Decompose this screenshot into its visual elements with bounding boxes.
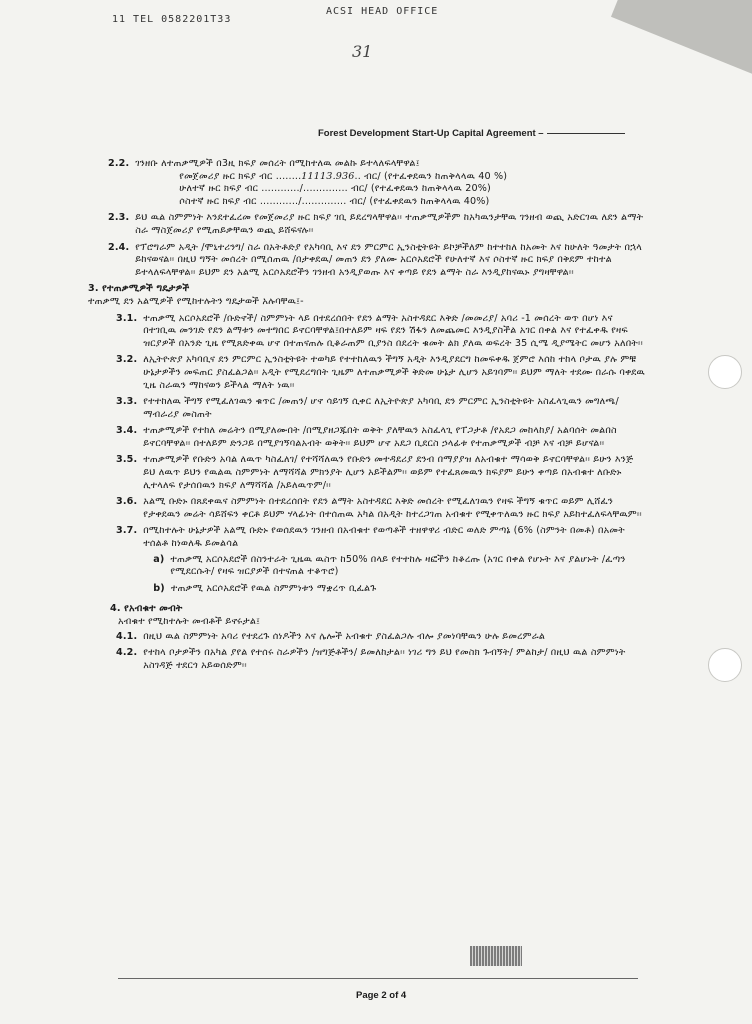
footer-stamp-mark — [470, 946, 522, 966]
clause-text: ለኢትዮጵያ አካባቢና ደን ምርምር ኢንስቲትዩት ተወካይ የተተከለዉን ችግኝ አዲት እንዲያደርግ ከመፍቀዱ ጀምሮ እሰከ ተከላ ቦታዉ ያሉ ምቹ ሁኔታዎችን መፍጠር ያስፈልጋል፡፡ አዲት የሚደረግበት ጊዜም ለተጠቃሚዎች ቅድመ ሁኔታ ሊሆን አይገባም፡፡ ይህም ማለት ተደሙ በራሱ ባቀደዉ ጊዜ ስራዉን ማከናወን ይችላል ማለት ነዉ፡፡ — [143, 354, 646, 391]
clause-3-7 — [88, 525, 648, 599]
clause-text: የፕሮግራም አዲት /ሞኒተሪንግ/ ስራ በአትቶድያ የአካባቢ እና ደን ምርምር ኢንስቲትዩት ይኮቻችለም ከተተከለ ከአመት እና ከሁለት ዓመታት በኋላ ይከናወናል፡፡ በዚህ ግኝት መሰረት በሚሰጠዉ /በታቀደዉ/ መጠን ደን ያለሙ አርሶአደሮች የሁለተኛ እና ሶስተኛ ዙር ክፍያ በቅደም ተከተል ይተላለፍላቸዋል፡፡ ይህም ደን አልሚ አርሶአደሮችን ገንዘብ አንዲያወጡ እና ቀጣይ የደን ልማት ስራ እንዲያከናዉኑ ያግዛቸዋል፡፡ — [135, 241, 643, 278]
section-4-intro: አብቁተ የሚከተሉት መብቶች ይኖሩታል፤ — [118, 616, 261, 627]
clause-text: ይህ ዉል ስምምነት እንደተፈረመ የመጀመሪያ ዙር ክፍያ ገቢ ይደረግላቸዋል፡፡ ተጠቃሚዎችም ከአካዉንታቸዉ ገንዘብ ወጪ አድርገዉ ለደን ልማት ስራ ማስጀመሪያ የሚጠይቃቸዉን ወጪ ይሸፍናሉ፡፡ — [135, 212, 644, 236]
clause-number: 2.4. — [108, 241, 130, 253]
punch-hole-bottom — [708, 648, 742, 682]
section-3-heading: 3. የተጠቃሚዎች ግዴታዎች — [88, 283, 190, 295]
clause-text: ገንዘቡ ለተጠቃሚዎች በ3ዚ ክፍያ መሰረት በሚከተለዉ መልኩ ይተላለፍላቸዋል፤ — [135, 158, 420, 169]
clause-number: 3.6. — [116, 496, 138, 508]
subclause-text: ተጠቃሚ አርሶአደሮች የዉል ስምምነቱን ማቋረጥ ቢፈልጉ — [170, 582, 377, 594]
clause-text: በሚከተሉት ሁኔታዎች አልሚ ቡድኑ የወሰደዉን ገንዘብ በአብቁተ የወጣቶች ተዘዋዋሪ ብድር ወለድ ምጣኔ (6% (ስምንት በመቶ) በአመት ተሰልቶ ከነወለዱ ይመልሳል — [143, 525, 625, 550]
clause-number: 3.2. — [116, 354, 138, 366]
page-corner-shadow — [611, 0, 752, 77]
agreement-header — [318, 128, 625, 139]
clause-text: የተከላ ቦታዎችን በአካል ያየል የተሰሩ ስራዎችን /ዝግጅቶችን/ ይመለከታል፡፡ ነገሪ ግን ይህ የመስክ ጉብኝት/ ምልከታ/ በዚህ ዉል ስምምነት አስገዳጅ ተደርጎ አይወሰድም፡፡ — [143, 647, 626, 671]
clause-3-2 — [88, 354, 648, 392]
footer-rule — [118, 978, 638, 979]
clause-text: ተጠቃሚ አርሶአደሮች /ቡድኖች/ ስምምነት ላይ በተደረሰበት የደን ልማት አስተዳደር እቅድ /መመሪያ/ አባሪ -1 መሰረት ወጥ በሆነ እና በተገቢዉ መንገድ የደን ልማቱን መተግበር ይኖርባቸዋል፤በተለይም ዛፍ የደን ሽፋን ለመጨመር እንዲያስችል አገር በቀል እና የተፈቀዱ የዛፍ ዝርያዎች በአንድ ጊዜ የሚጸድቀዉ ሆኖ በተጠናጠሉ ቢቆራጠም ቢያንስ በደረት ቁመት ልክ ያለዉ ወፍረት 35 ሲሜ ዲያሜትር መሆን አለበት፡፡ — [143, 312, 643, 349]
clause-4-1 — [88, 631, 648, 644]
clause-number: 3.3. — [116, 396, 138, 408]
section-4-heading: 4. የአብቁተ መብት — [110, 603, 183, 615]
clause-3-5 — [88, 454, 648, 492]
clause-3-6 — [88, 496, 648, 521]
clause-number: 4.2. — [116, 647, 138, 659]
clause-2-3 — [88, 212, 648, 237]
clause-number: 3.1. — [116, 312, 138, 324]
clause-2-4 — [88, 242, 648, 280]
clause-3-3 — [88, 396, 648, 421]
payment-line-3: ሶስተኛ ዙር ክፍያ ብር ............/.............. ብር/ (የተፈቀደዉን ከጠቅላላዉ 40%) — [179, 195, 490, 207]
clause-text: ተጠቃሚዎች የተከለ መሬትን በሚያለሙበት /በሚያዘጋጁበት ወቅት ያለቸዉን አስፈላጊ የፐጋታቶ /የአደጋ መከላከያ/ አልባሰት መልበስ ይኖርባቸዋል፡፡ በተለይም ድንጋይ በሚያገኝባልአብት ወቅት፡፡ ይህም ሆኖ አደጋ ቢደርስ ኃላፊቱ የተጠቃሚዎች ብቻ እና ብቻ ይሆናል፡፡ — [143, 425, 617, 449]
subclause-b — [143, 583, 648, 596]
subclause-a — [143, 554, 648, 579]
fax-office: ACSI HEAD OFFICE — [326, 6, 439, 17]
clause-3-4 — [88, 425, 648, 450]
subclause-text: ተጠቃሚ አርሶአደሮች በስንተራት ጊዜዉ ዉስጥ ከ50% በላይ የተተከሉ ዛፎችን ከቆረጡ (አገር በቀል የሆኑት እና ያልሆኑት /ፈጣን የሚደርሱት/ የዛፍ ዝርያዎች በተናጠል ተቆጥሮ) — [170, 553, 626, 578]
clause-text: በዚህ ዉል ስምምነት አባሪ የተደረጉ ሰነዶችን እና ሌሎች አብቁተ ያስፈልጋሉ ብሎ ያመነባቸዉን ሁሉ ይመረምራል — [143, 630, 546, 642]
section-3-intro: ተጠቃሚ ደን አልሚዎች የሚከተሉትን ግዴታወች አሉባቸዉ፤- — [88, 295, 304, 307]
payment-line-1: የመጀመሪያ ዙር ክፍያ ብር ........11113.936.. ብር/ (የተፈቀደዉን ከጠቅላላዉ 40 %) — [179, 170, 508, 182]
handwritten-amount: 11113.936 — [301, 170, 355, 182]
subclause-letter: b) — [153, 582, 165, 594]
clause-number: 2.3. — [108, 212, 130, 224]
punch-hole-top — [708, 355, 742, 389]
handwritten-page-number: 31 — [352, 42, 373, 61]
clause-number: 3.7. — [116, 525, 138, 537]
clause-4-2 — [88, 647, 648, 672]
header-rule — [547, 133, 625, 134]
clause-3-1 — [88, 313, 648, 351]
clause-text: አልሚ ቡድኑ በጸደቀዉና ስምምነት በተደረሰበት የደን ልማት አስተዳደር እቅድ መሰረት የሚፈለገዉን የዛፍ ችግኝ ቁጥር ወይም ሊሸፈን የታቀደዉን መሬት ሳይሸፍን ቀርቶ ይህም ሃላፊነት በተሰጠዉ አካል በአዲት ከተረጋገጠ አብቁተ የሚቀጥለዉን ዙር ክፍያ አይከተፈለፍላቸዉም፡፡ — [143, 496, 642, 520]
clause-2-2 — [88, 158, 648, 208]
clause-text: የተተከለዉ ችግኝ የሚፈለገዉን ቁጥር /መጠን/ ሆኖ ሳይገኝ ሲቀር ለኢትዮጵያ አካባቢ ደን ምርምር ኢንስቲትዩት አስፈላጊዉን መግለጫ/ማብራሪያ መስጠት — [143, 396, 619, 420]
fax-tel: 11 TEL 0582201T33 — [112, 14, 232, 25]
payment-line-2: ሁለተኛ ዙር ክፍያ ብር ............/.............. ብር/ (የተፈቀደዉን ከጠቅላላዉ 20%) — [179, 183, 491, 195]
subclause-letter: a) — [153, 553, 165, 565]
clause-number: 4.1. — [116, 630, 138, 642]
clause-number: 3.5. — [116, 454, 138, 466]
agreement-title: Forest Development Start-Up Capital Agreement – — [318, 128, 544, 139]
page-number: Page 2 of 4 — [356, 990, 407, 1001]
clause-number: 2.2. — [108, 158, 130, 169]
clause-text: ተጠቃሚዎች የቡድን አባል ለዉጥ ካስፈለገ/ የተሻሻለዉን የቡድን መተዳደሪያ ደንብ በማያያዝ ለአብቁተ ማሳወቅ ይኖርባቸዋል፡፡ ይሁን እንጅ ይህ ለዉጥ ይህን የዉልዉ ስምምነት ለማሻሻል ምክንያት ሊሆን አይችልም፡፡ ወይም የተፈጸመዉን ክፍያም ይሁን ቀጣይ በአብቁተ ለቡድኑ ሊተላለፍ የታሰበዉን ክፍያ ለማሻሻል /አይለዉጥም/፡፡ — [143, 454, 634, 491]
document-body — [88, 158, 648, 676]
clause-number: 3.4. — [116, 425, 138, 437]
